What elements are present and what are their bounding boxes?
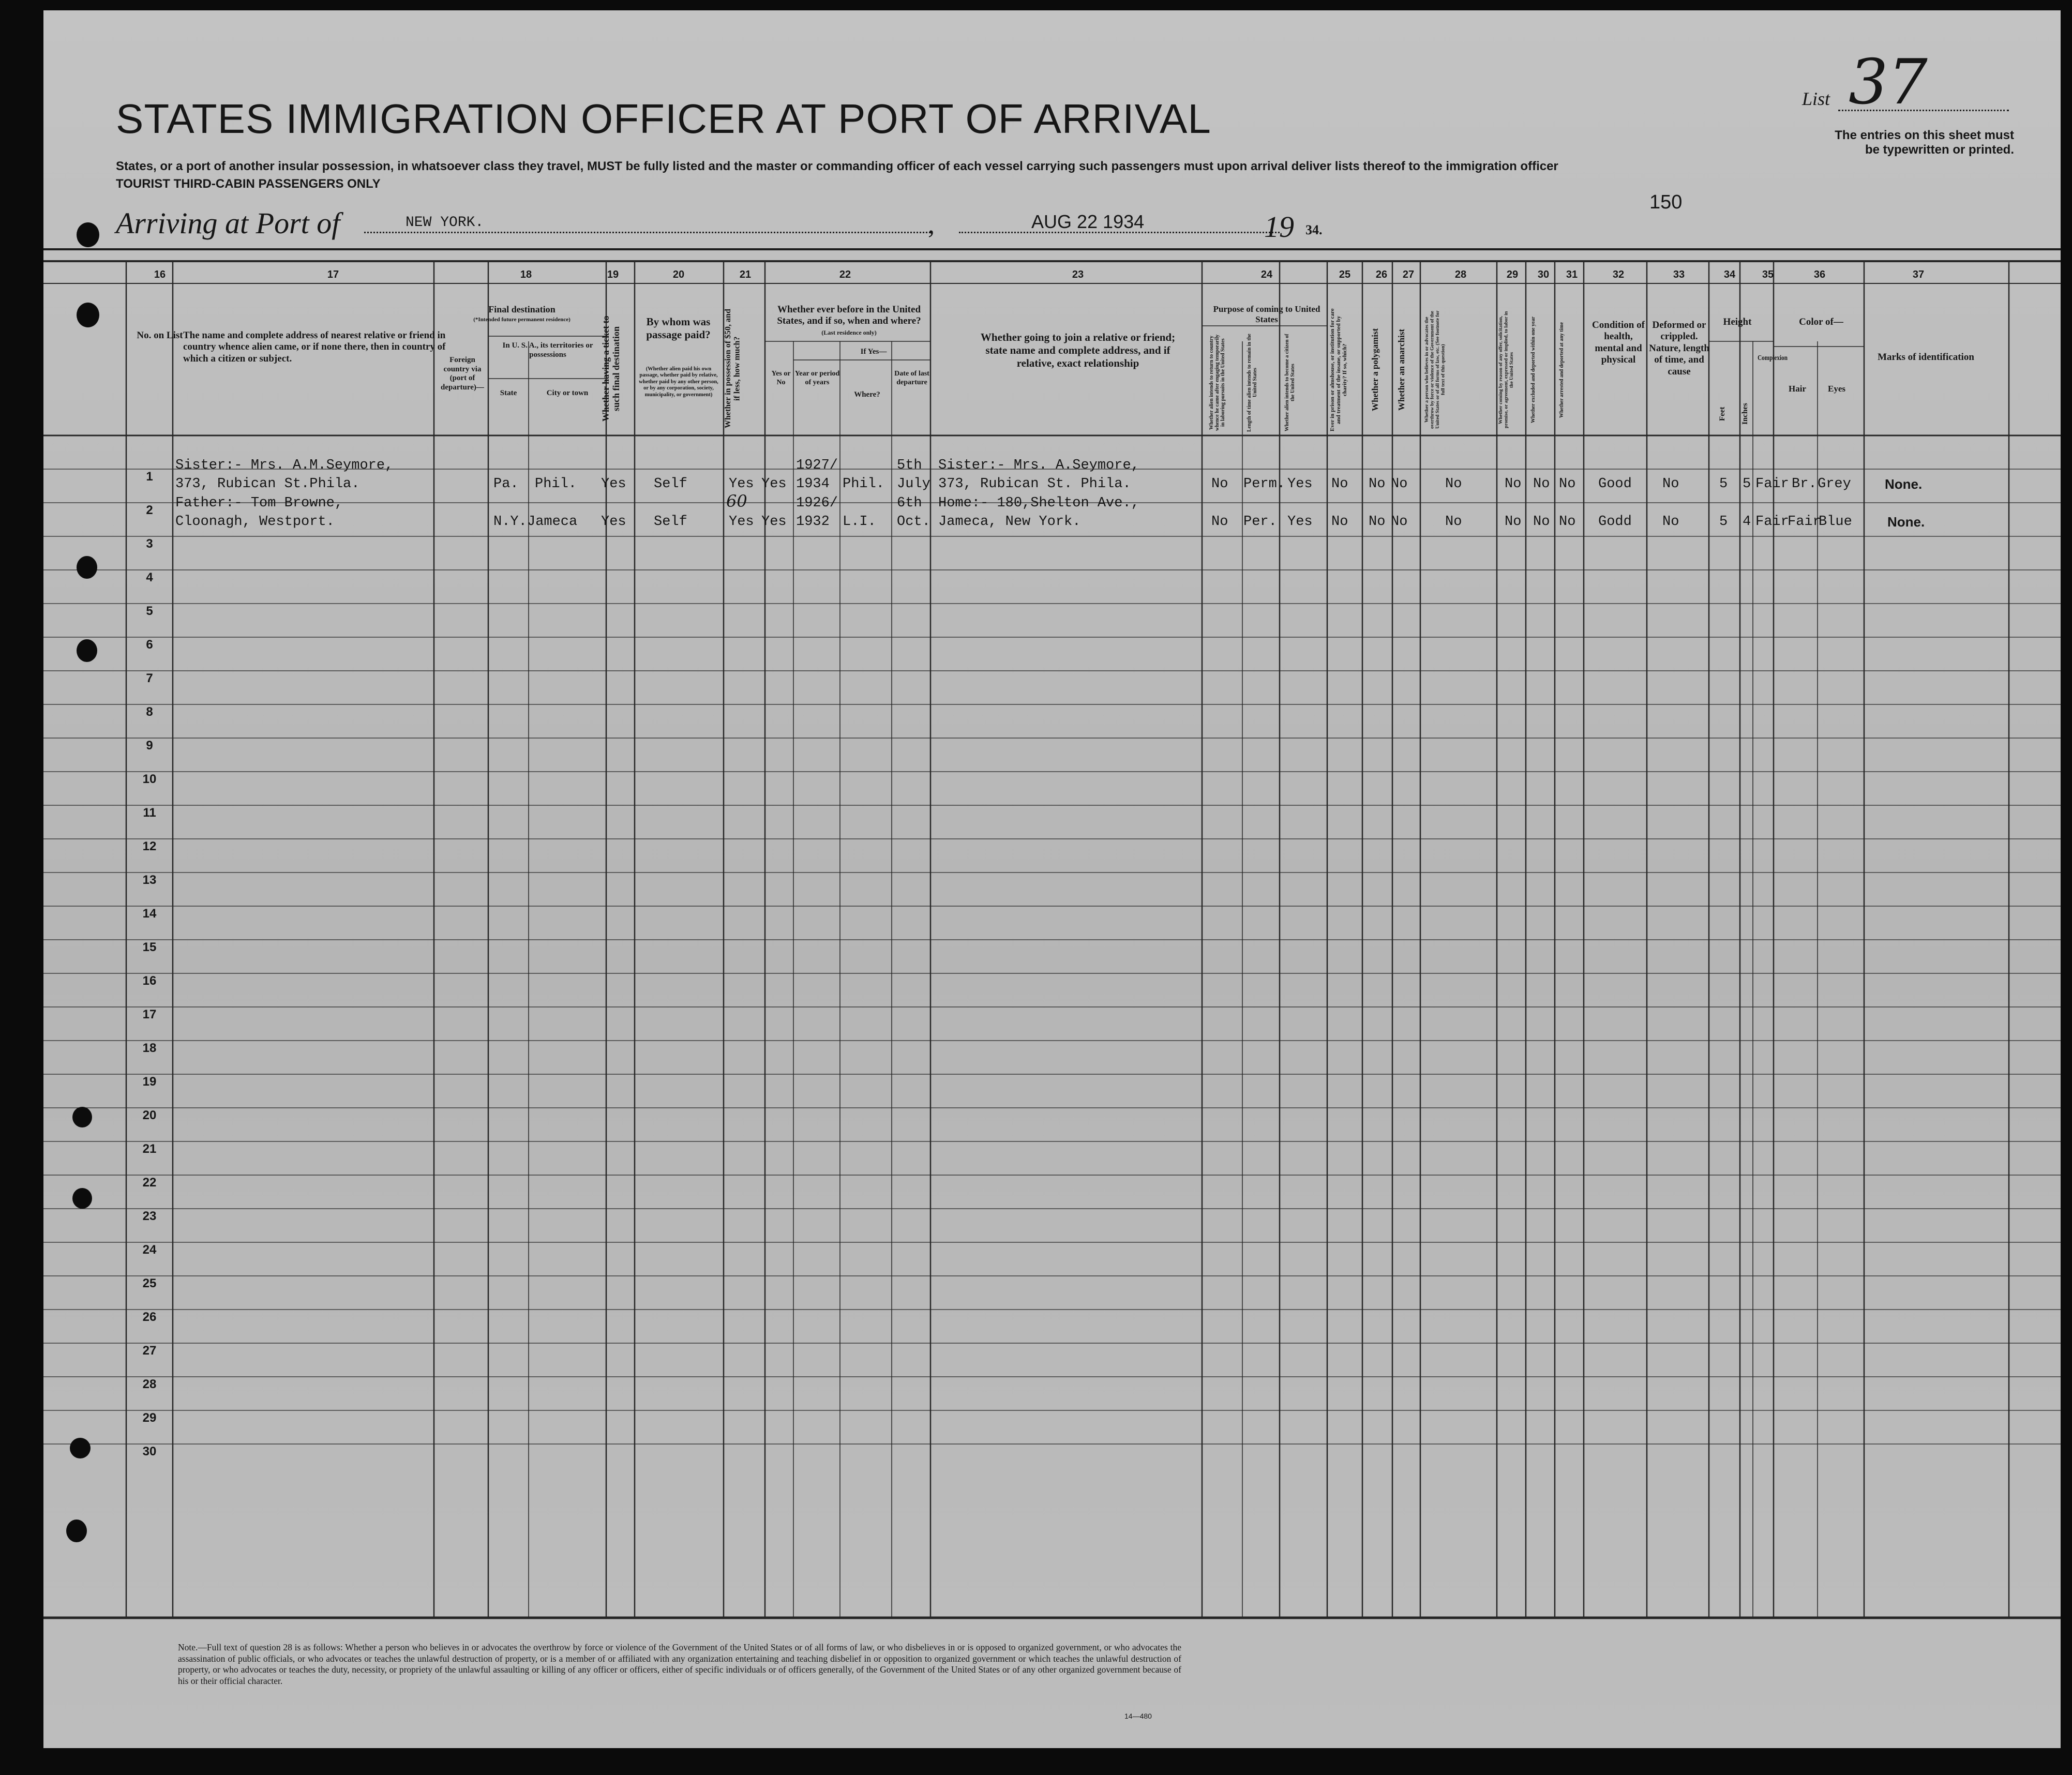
column-number: 32 [1612,269,1625,280]
header-possession-50: Whether in possession of $50, and if less, how much? [724,309,742,428]
header-final-destination: Final destination [488,304,555,314]
polygamist-cell: No [1369,514,1386,530]
health-cell: Godd [1598,514,1632,530]
column-number: 28 [1454,269,1467,280]
prison-cell: No [1331,476,1348,492]
column-number: 26 [1375,269,1388,280]
column-number: 21 [739,269,752,280]
feet-cell: 5 [1719,514,1728,530]
header-anarchist: Whether an anarchist [1397,328,1406,411]
header-last-departure: Date of last departure [894,370,929,386]
entries-note-line1: The entries on this sheet must [1835,128,2014,142]
departure-line: Oct. [897,514,930,530]
header-inches: Inches [1741,403,1749,425]
header-before-note: (Last residence only) [821,329,877,336]
ticket-cell: Yes [601,476,626,492]
header-yes-no: Yes or No [771,370,791,386]
header-before-in-us: Whether ever before in the United States, and if so, when and where? [777,304,921,327]
header-purpose: Purpose of coming to United States [1213,304,1320,325]
header-return-intent: Whether alien intends to return to country whence he came after engaging temporarily in laboring pursuits in the United States [1209,334,1226,431]
state-cell: N.Y. [493,514,527,530]
list-number: 37 [1849,47,1928,118]
row-number: 24 [142,1243,157,1257]
header-going-to-join: Whether going to join a relative or friend; state name and complete address, and if relative, exact relationship [980,331,1176,369]
question-28-footnote: Note.—Full text of question 28 is as follows: Whether a person who believes in or advocates the overthrow by force or violence of the Government of the United States or of all forms of law, or who disbelieves in or is opposed to organized government, or who advocates the assassination of public officials, or who advocates or teaches the unlawful destruction of property, or is a member of or affiliated with any organization entertaining and teaching disbelief in or opposition to organized government or which teaches the unlawful destruction of property, or who advocates or teaches the duty, necessity, or propriety of the unlawful assaulting or killing of any officer or officers, either of specific individuals or of officers generally, of the Government of the United States or of any other organized government because of his or their official character. [178,1642,1181,1686]
column-number: 24 [1260,269,1273,280]
column-number: 30 [1537,269,1550,280]
join-line: Jameca, New York. [938,514,1081,530]
header-question-29: Whether coming by reason of any offer, solicitation, promise, or agreement, expressed or implied, to labor in the United States [1498,311,1514,429]
possession-cell: Yes [729,514,754,530]
punch-hole [77,556,97,579]
port-value: NEW YORK. [406,215,484,231]
paid-by-cell: Self [654,476,687,492]
paid-by-cell: Self [654,514,687,530]
row-number: 16 [142,974,157,988]
sheet-count: 150 [1649,191,1683,213]
departure-cell [897,456,930,493]
column-number: 33 [1673,269,1685,280]
row-number: 7 [146,671,153,685]
inches-cell: 5 [1743,476,1751,492]
header-become-citizen: Whether alien intends to become a citizen of the United States [1284,334,1296,432]
row-number: 3 [146,537,153,551]
punch-hole [66,1520,87,1542]
row-number: 11 [143,806,156,820]
anarchist-cell: No [1391,514,1408,530]
header-prison: Ever in prison or almshouse, or institution for care and treatment of the insane, or supported by charity? If so, which? [1329,308,1348,431]
header-no-on-list: No. on List [137,330,183,341]
header-foreign-country: Foreign country via (port of departure)— [441,356,484,392]
row-number: 17 [142,1007,157,1021]
relative-address [175,494,343,531]
column-number: 34 [1723,269,1736,280]
years-line: 1932 [796,514,830,530]
row-number: 10 [142,772,157,786]
join-address [938,494,1139,531]
header-year-period: Year or period of years [794,370,840,386]
state-cell: Pa. [493,476,519,492]
row-number: 8 [146,705,153,719]
header-color-of: Color of— [1799,317,1843,327]
deformed-cell: No [1662,476,1679,492]
where-cell: Phil. [843,476,885,492]
relative-line: Sister:- Mrs. A.M.Seymore, [175,458,394,473]
punch-hole [72,1188,92,1209]
header-height: Height [1723,317,1752,327]
row-number: 30 [142,1445,157,1458]
join-line: Sister:- Mrs. A.Seymore, [938,458,1139,473]
departure-line: July [897,476,930,492]
inches-cell: 4 [1743,514,1751,530]
header-marks: Marks of identification [1878,352,1974,363]
header-feet: Feet [1718,407,1726,421]
q31-cell: No [1559,514,1576,530]
header-passage-note: (Whether alien paid his own passage, whether paid by relative, whether paid by any other person, or by any corporation, society, municipality, or government) [639,366,718,398]
relative-line: 373, Rubican St.Phila. [175,476,360,492]
q28-cell: No [1445,476,1462,492]
header-hair: Hair [1789,384,1806,394]
row-number: 6 [146,638,153,652]
column-number: 20 [672,269,685,280]
row-number: 20 [142,1108,157,1122]
entries-note-line2: be typewritten or printed. [1865,143,2014,157]
possession-handwritten-note: 60 [726,491,747,511]
hair-cell: Br. [1792,476,1817,492]
deformed-cell: No [1662,514,1679,530]
list-label: List [1802,88,1830,109]
column-number: 37 [1912,269,1925,280]
complexion-cell: Fair [1755,476,1789,492]
column-number: 31 [1566,269,1578,280]
header-excluded: Whether excluded and deported within one year [1530,317,1536,423]
q29-cell: No [1505,476,1522,492]
citizen-cell: Yes [1287,476,1313,492]
column-number: 23 [1072,269,1084,280]
polygamist-cell: No [1369,476,1386,492]
anarchist-cell: No [1391,476,1408,492]
column-number: 27 [1402,269,1415,280]
header-state: State [500,389,517,397]
header-health: Condition of health, mental and physical [1592,320,1645,366]
row-number: 19 [142,1075,157,1089]
form-code: 14—480 [1124,1712,1152,1720]
column-number: 16 [154,269,166,280]
form-subtitle: States, or a port of another insular possession, in whatsoever class they travel, MUST be fully listed and the master or commanding officer of each vessel carrying such passengers must upon arrival deliver lists thereof to the immigration officer [116,159,1558,173]
years-line: 1927/ [796,458,838,473]
relative-address [175,456,393,493]
complexion-cell: Fair [1755,514,1789,530]
punch-hole [72,1107,92,1127]
row-number: 4 [146,570,153,584]
health-cell: Good [1598,476,1632,492]
where-cell: L.I. [843,514,876,530]
row-number: 26 [142,1310,157,1324]
years-cell [796,494,838,531]
possession-cell: Yes [729,476,754,492]
q28-cell: No [1445,514,1462,530]
form-title: STATES IMMIGRATION OFFICER AT PORT OF ARRIVAL [116,96,1211,142]
city-cell: Jameca [527,514,578,530]
header-where: Where? [854,390,880,399]
return-cell: No [1211,514,1228,530]
row-number: 18 [142,1041,157,1055]
header-eyes: Eyes [1828,384,1845,394]
arriving-label: Arriving at Port of [116,206,340,240]
q29-cell: No [1505,514,1522,530]
column-number: 35 [1762,269,1774,280]
marks-cell: None. [1885,476,1923,492]
row-number: 15 [142,940,157,954]
row-number: 13 [142,873,157,887]
header-question-28: Whether a person who believes in or advocates the overthrow by force or violence of the Government of the United States or of all forms of law, etc. (See footnote for full text of this question) [1424,310,1446,429]
row-number: 29 [142,1411,157,1425]
before-cell: Yes [761,514,787,530]
header-in-usa: In U. S. A., its territories or possessions [502,341,593,359]
prison-cell: No [1331,514,1348,530]
relative-line: Father:- Tom Browne, [175,495,343,511]
row-number: 14 [142,907,157,921]
join-line: 373, Rubican St. Phila. [938,476,1131,492]
column-number: 29 [1506,269,1519,280]
column-number: 18 [520,269,532,280]
header-ticket: Whether having a ticket to such final destination [600,315,621,422]
header-passage-paid: By whom was passage paid? [646,315,711,341]
departure-cell [897,494,930,531]
header-deformed: Deformed or crippled. Nature, length of time, and cause [1649,320,1709,377]
eyes-cell: Blue [1819,514,1852,530]
manifest-sheet [43,10,2061,1748]
header-if-yes: If Yes— [860,348,887,356]
year-prefix: 19 [1264,210,1294,244]
header-length-stay: Length of time alien intends to remain in the United States [1247,334,1258,432]
years-cell [796,456,838,493]
date-stamp: AUG 22 1934 [1031,211,1145,232]
row-number: 28 [142,1377,157,1391]
relative-line: Cloonagh, Westport. [175,514,335,530]
hair-cell: Fair [1788,514,1821,530]
row-number: 27 [142,1344,157,1358]
marks-cell: None. [1887,514,1925,530]
length-cell: Perm. [1243,476,1286,492]
header-nearest-relative: The name and complete address of nearest relative or friend in country whence alien came, or if none there, then in country of which a citizen or subject. [183,330,446,364]
join-line: Home:- 180,Shelton Ave., [938,495,1139,511]
year-suffix: 34. [1305,222,1323,237]
row-number: 21 [142,1142,157,1156]
column-number: 36 [1813,269,1826,280]
column-number: 17 [327,269,339,280]
departure-line: 5th [897,458,922,473]
row-number: 1 [146,470,153,484]
ticket-cell: Yes [601,514,626,530]
years-line: 1926/ [796,495,838,511]
header-city: City or town [546,389,589,397]
punch-hole [77,303,99,327]
port-comma: , [928,210,935,239]
row-number: 2 [146,503,153,517]
eyes-cell: Grey [1818,476,1851,492]
column-number: 22 [839,269,851,280]
column-number: 25 [1339,269,1351,280]
before-cell: Yes [761,476,787,492]
q31-cell: No [1559,476,1576,492]
row-number: 22 [142,1176,157,1190]
length-cell: Per. [1243,514,1277,530]
city-cell: Phil. [535,476,577,492]
departure-line: 6th [897,495,922,511]
header-arrested: Whether arrested and deported at any time [1559,322,1565,418]
punch-hole [77,222,99,247]
header-complexion: Complexion [1758,354,1788,362]
header-polygamist: Whether a polygamist [1370,328,1380,412]
header-final-destination-note: (*Intended future permanent residence) [473,317,570,323]
punch-hole [70,1438,91,1458]
return-cell: No [1211,476,1228,492]
row-number: 25 [142,1276,157,1290]
punch-hole [77,639,97,662]
row-number: 23 [142,1209,157,1223]
q30-cell: No [1533,514,1550,530]
column-number: 19 [607,269,619,280]
row-number: 5 [146,604,153,618]
q30-cell: No [1533,476,1550,492]
citizen-cell: Yes [1287,514,1313,530]
years-line: 1934 [796,476,830,492]
row-number: 12 [142,839,157,853]
passenger-class-label: TOURIST THIRD-CABIN PASSENGERS ONLY [116,177,381,191]
join-address [938,456,1139,493]
row-number: 9 [146,739,153,753]
feet-cell: 5 [1719,476,1728,492]
